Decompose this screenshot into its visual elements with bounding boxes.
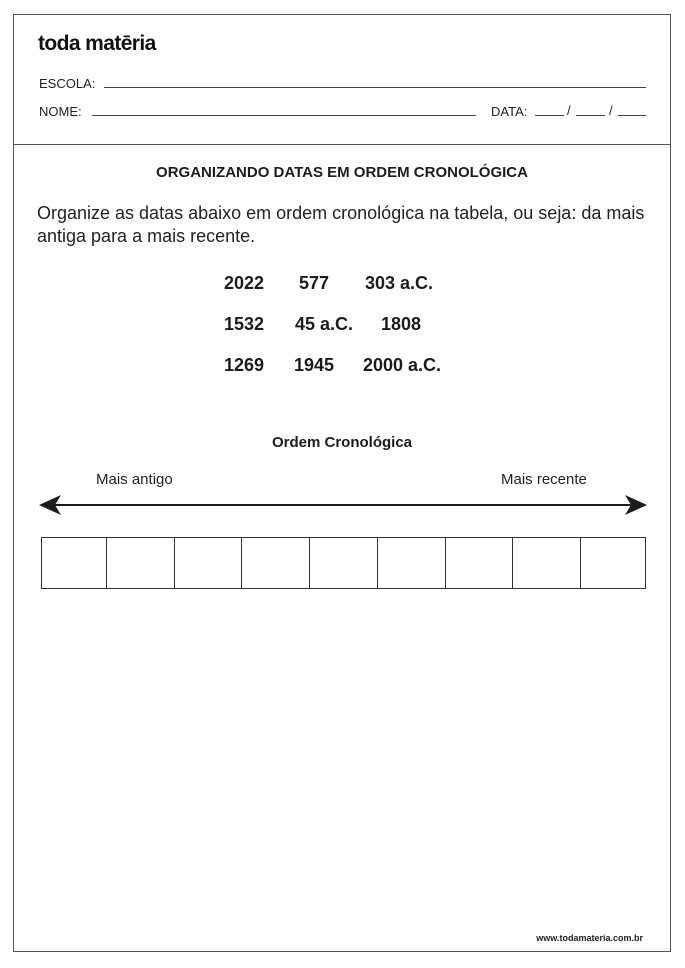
worksheet-page xyxy=(13,14,671,952)
website-footer: www.todamateria.com.br xyxy=(536,933,643,943)
answer-box[interactable] xyxy=(242,538,310,588)
date-item: 1808 xyxy=(381,314,422,334)
date-day-field[interactable] xyxy=(535,115,564,116)
answer-box[interactable] xyxy=(107,538,175,588)
oldest-label: Mais antigo xyxy=(96,471,173,488)
answer-box[interactable] xyxy=(310,538,378,588)
date-month-field[interactable] xyxy=(576,115,605,116)
name-field[interactable] xyxy=(92,115,476,116)
date-item: 577 xyxy=(299,273,330,293)
answer-table xyxy=(41,537,646,589)
school-field[interactable] xyxy=(104,87,646,88)
date-item: 1269 xyxy=(224,355,265,375)
answer-box[interactable] xyxy=(446,538,514,588)
timeline-arrow xyxy=(39,493,647,517)
school-label: ESCOLA: xyxy=(39,76,96,91)
date-label: DATA: xyxy=(491,104,528,119)
worksheet-header xyxy=(14,15,670,145)
date-item: 1945 xyxy=(294,355,335,375)
answer-box[interactable] xyxy=(513,538,581,588)
date-item: 303 a.C. xyxy=(365,273,434,293)
date-item: 1532 xyxy=(224,314,265,334)
answer-box[interactable] xyxy=(378,538,446,588)
answer-box[interactable] xyxy=(42,538,107,588)
date-year-field[interactable] xyxy=(618,115,646,116)
timeline-title: Ordem Cronológica xyxy=(271,434,413,451)
name-label: NOME: xyxy=(39,104,82,119)
answer-box[interactable] xyxy=(175,538,243,588)
instruction-text: Organize as datas abaixo em ordem cronológica na tabela, ou seja: da mais antiga para a mais recente. xyxy=(37,203,645,246)
newest-label: Mais recente xyxy=(501,471,587,488)
date-item: 2022 xyxy=(224,273,265,293)
date-item: 45 a.C. xyxy=(295,314,354,334)
answer-box[interactable] xyxy=(581,538,645,588)
site-logo: toda matēria xyxy=(38,32,156,55)
worksheet-title: ORGANIZANDO DATAS EM ORDEM CRONOLÓGICA xyxy=(156,164,528,181)
date-item: 2000 a.C. xyxy=(363,355,442,375)
date-separator: / xyxy=(609,103,613,118)
date-separator: / xyxy=(567,103,571,118)
